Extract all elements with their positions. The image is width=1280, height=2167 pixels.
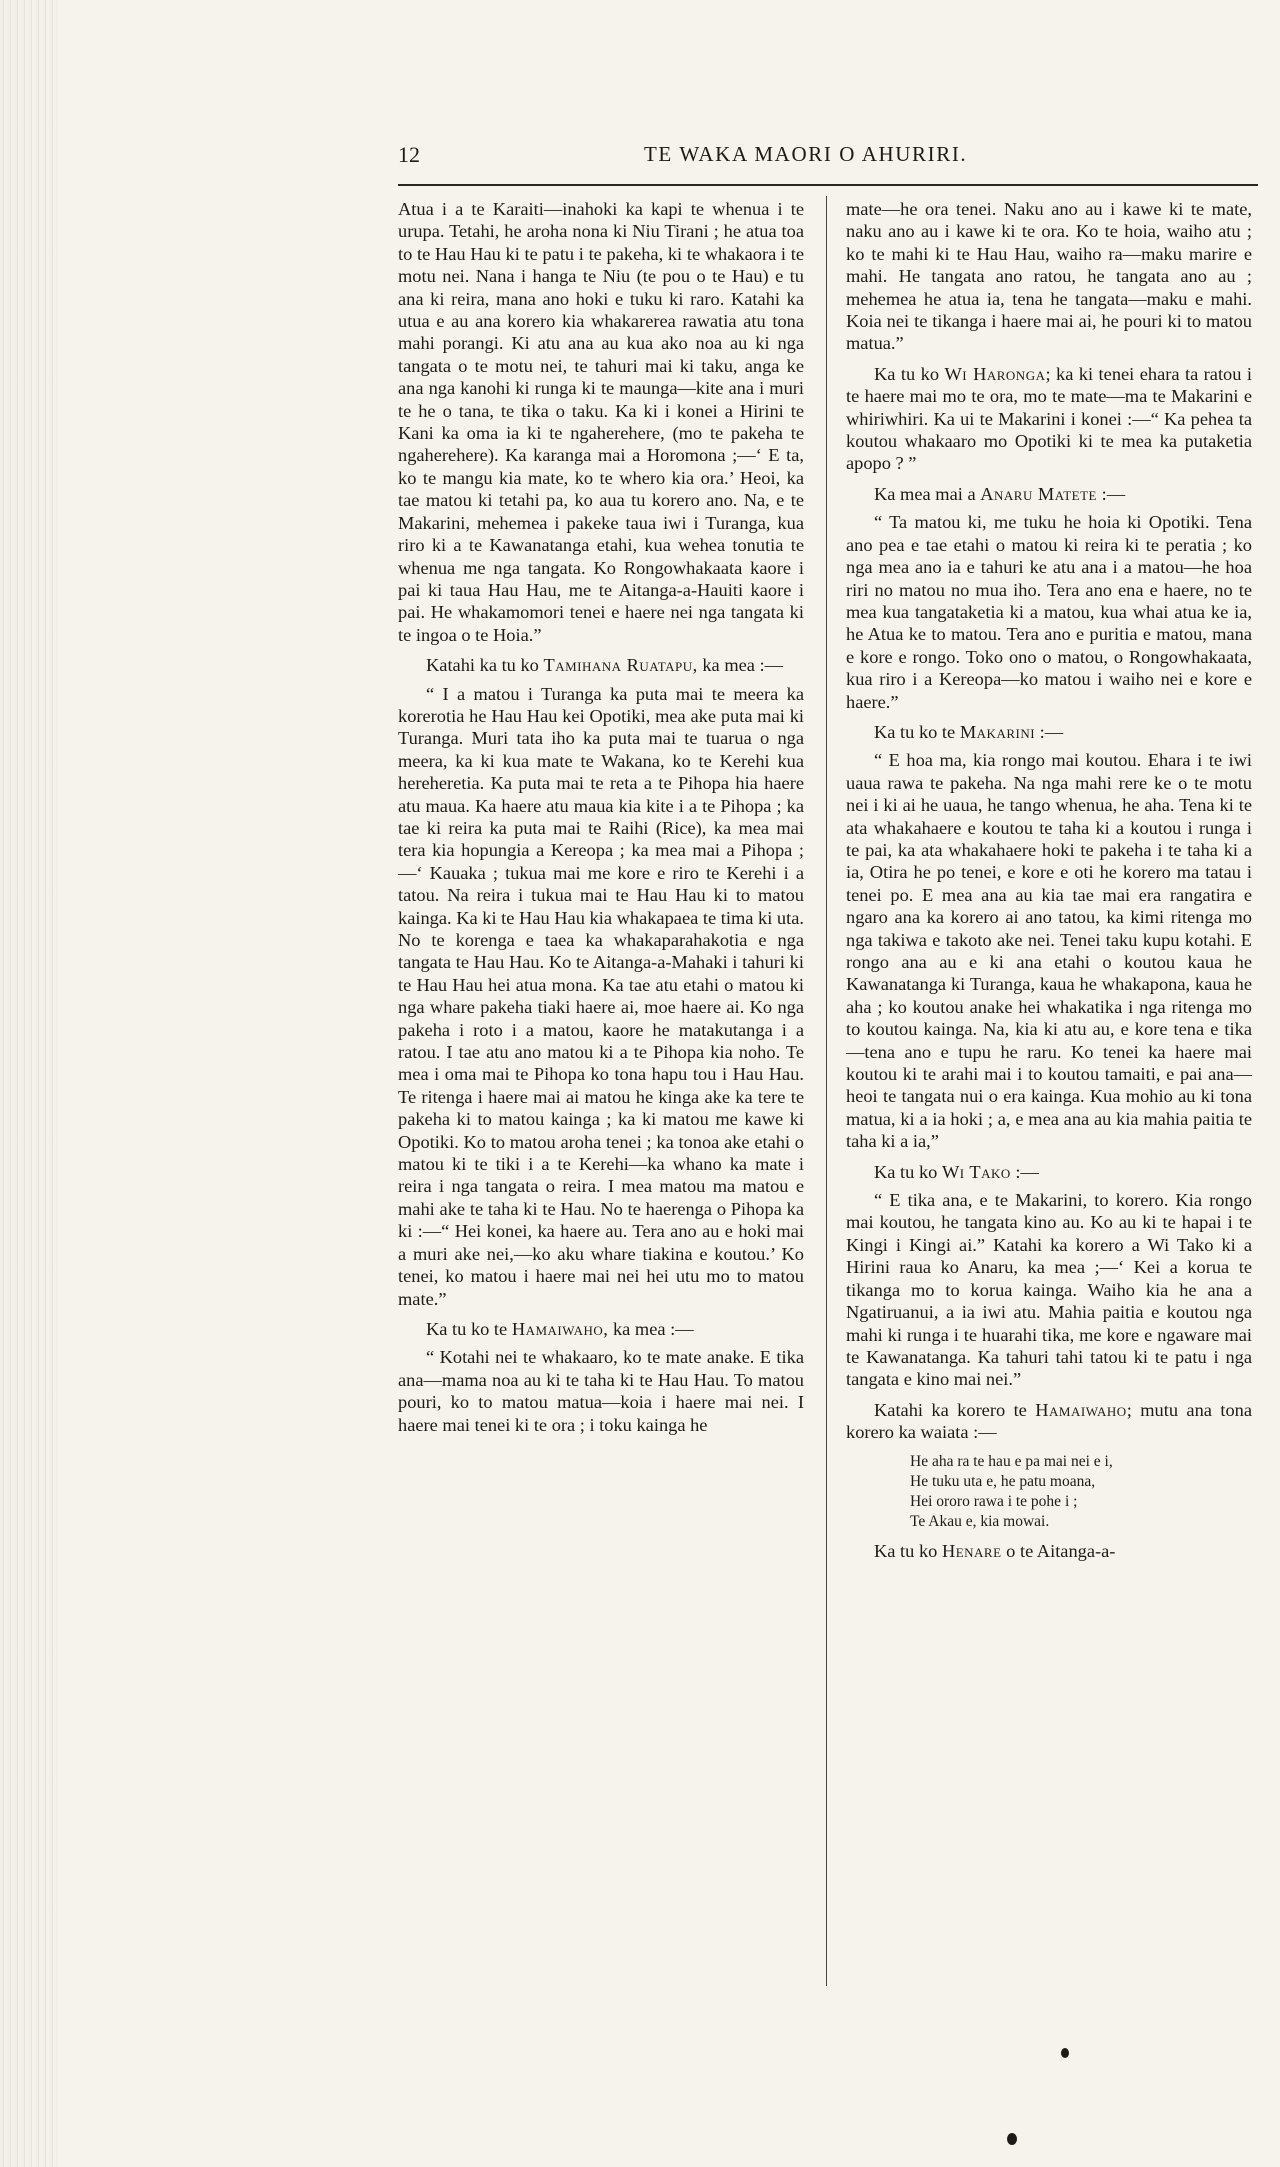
ink-speck — [1061, 2048, 1069, 2058]
paragraph: “ E tika ana, e te Makarini, to korero. Kia rongo mai koutou, he tangata kino au. Ko au ki te hapai i te Kingi i Kingi ai.” Katahi ka korero a Wi Tako ki a Hirini raua ko Anaru, ka mea ;—‘ Kei a korua te tikanga mo to korua kainga. Waiho kia he ana a Ngatiruanui, a ia iwi atu. Mahia paitia e koutou nga mahi ki runga i te huarahi tika, me kore e ngaware mai te Kawanatanga. Ka tahuri tahi tatou ki te patu i nga tangata e kino mai nei.” — [846, 1190, 1252, 1390]
ink-speck — [1007, 2133, 1017, 2145]
paragraph: “ Kotahi nei te whakaaro, ko te mate anake. E tika ana—mama noa au ki te taha ki te Hau Hau. To matou pouri, ko to matou matua—koia i haere mai nei. I haere mai tenei ki te ora ; i toku kainga he — [398, 1347, 804, 1435]
speaker-intro-tail: :— — [1035, 721, 1064, 742]
speaker-intro-lead: Ka tu ko — [874, 363, 945, 384]
song-line: Te Akau e, kia mowai. — [910, 1512, 1050, 1530]
speaker-intro — [846, 1540, 1252, 1562]
paragraph: “ E hoa ma, kia rongo mai koutou. Ehara i te iwi uaua rawa te pakeha. Na nga mahi rere ke o te motu nei i ki ai he uaua, he tango whenua, he aha. Tena ki te ata whakahaere e koutou te taha ki a koutou i runga i te pai, ka ata whakahaere hoki te pakeha i te taha ki a ia, Otira he po tenei, e kore e oti he korero ma tatau i tenei po. E mea ana au kia tae mai era rangatira e ngaro ana ka korero ai ano tatou, ka kimi ritenga mo nga takiwa e takoto ake nei. Tenei taku kupu kotahi. E rongo ana au e ki ana etahi o koutou kaua he Kawanatanga ki Turanga, kaua he whakapona, kaua he aha ; ko koutou anake hei whakatika i nga ritenga mo to koutou kainga. Na, kia ki atu au, e kore tena e tika—tena ano e tupu he raru. Ko tenei ka haere mai koutou ki te arahi mai i to koutou tamaiti, e pai ana—heoi te tangata nui o era kainga. Kua mohio au ki tona matua, ki a ia hoki ; a, e mea ana au kia mahia paitia te taha ki a ia,” — [846, 750, 1252, 1152]
speaker-name: Hamaiwaho — [1035, 1399, 1127, 1420]
speaker-name: Wi Tako — [941, 1161, 1011, 1182]
speaker-intro-tail: o te Aitanga-a- — [1001, 1540, 1116, 1561]
speaker-name: Hamaiwaho, — [511, 1318, 609, 1339]
speaker-intro-tail: :— — [1010, 1161, 1039, 1182]
speaker-intro-tail: :— — [1097, 483, 1126, 504]
speaker-intro-lead: Ka mea mai a — [874, 483, 981, 504]
speaker-intro-lead: Ka tu ko te — [426, 1318, 512, 1339]
speaker-name: Henare — [941, 1540, 1002, 1561]
speaker-intro-lead: Katahi ka tu ko — [426, 655, 544, 676]
speaker-intro — [398, 1318, 804, 1340]
speaker-name: Tamihana Ruatapu, — [543, 655, 698, 676]
speaker-intro — [846, 1399, 1252, 1444]
speaker-intro — [846, 1161, 1252, 1183]
speaker-intro-tail: ka mea :— — [612, 1318, 694, 1339]
song-line: Hei ororo rawa i te pohe i ; — [910, 1492, 1078, 1510]
left-column — [398, 198, 804, 1436]
speaker-intro-tail: ; mutu ana tona korero ka waiata :— — [846, 1399, 1252, 1443]
scan-binding-edge — [0, 0, 58, 2167]
paragraph: Atua i a te Karaiti—inahoki ka kapi te whenua i te urupa. Tetahi, he aroha nona ki Niu Tirani ; he atua toa to te Hau Hau ki te patu i te pakeha, ki te whakaora i te motu nei. Nana i hanga te Niu (te pou o te Hau) e tu ana ki reira, mana ano hoki e tuku ki raro. Katahi ka utua e au ana korero kia whakarerea rawatia atu tona mahi porangi. Ki atu ana au kua ako noa au ki nga tangata o te motu nei, te tahuri mai ki taku, anga ke ana nga kanohi ki runga ki te maunga—kite ana i muri te he o tana, te tika o taku. Ka ki i konei a Hirini te Kani ka oma ia ki te ngaherehere, (mo te pakeha te ngaherehere). Ka karanga mai a Horomona ;—‘ E ta, ko te mangu kia mate, ko te whero kia ora.’ Heoi, ka tae matou ki tetahi pa, ko aua tu korero ano. Na, e te Makarini, mehemea i pakeke taua iwi i Turanga, kua riro ki a te Kawanatanga etahi, kua wehea tonutia te whenua me nga tangata. Ko Rongowhakaata kaore i pai ki taua Hau Hau, me te Aitanga-a-Hauiti kaore i pai. He whakamomori tenei e haere nei nga tangata ki te ingoa o te Hoia.” — [398, 199, 804, 645]
speaker-intro — [846, 483, 1252, 505]
right-column — [846, 198, 1252, 1564]
speaker-intro-lead: Katahi ka korero te — [874, 1399, 1036, 1420]
speaker-intro — [398, 654, 804, 676]
column-divider — [826, 196, 827, 1986]
song-line: He aha ra te hau e pa mai nei e i, — [910, 1452, 1113, 1470]
speaker-intro-lead: Ka tu ko te — [874, 721, 960, 742]
speaker-intro-tail: ka mea :— — [702, 655, 784, 676]
speaker-intro-tail: ; ka ki tenei ehara ta ratou i te haere mai mo te ora, mo te mate—ma te Makarini e whiriwhiri. Ka ui te Makarini i konei :—“ Ka pehea ta koutou whakaaro mo Opotiki ki te mea ka putaketia apopo ? ” — [846, 363, 1252, 474]
paragraph: “ Ta matou ki, me tuku he hoia ki Opotiki. Tena ano pea e tae etahi o matou ki reira ki te peratia ; ko nga mea ano ia e tahuri ke atu ana i a matou—he hoa riri no matou no mua iho. Tera ano ena e haere, no te mea kua tangataketia ki a matou, kua whai atua ke ia, he Atua ke to matou. Tera ano e puritia e matou, mana e kore e rongo. Toko ono o matou, o Rongowhakaata, kua riro i a Kereopa—ko matou i waiho nei e kore e haere.” — [846, 512, 1252, 712]
page-header — [398, 138, 1258, 174]
speaker-intro — [846, 363, 1252, 475]
page-number: 12 — [398, 142, 420, 167]
speaker-intro-lead: Ka tu ko — [874, 1540, 942, 1561]
paragraph: “ I a matou i Turanga ka puta mai te meera ka korerotia he Hau Hau kei Opotiki, mea ake puta mai ki Turanga. Muri tata iho ka puta mai te tuarua o nga meera, ka ki kua mate te Wakana, ko te Kerehi kua hereheretia. Ka puta mai te reta a te Pihopa hia haere atu maua. Ka haere atu maua kia kite i a te Pihopa ; ka tae ki reira ka puta mai te Raihi (Rice), ka mea mai tera kia hopungia a Kereopa ; ka mea mai a Pihopa ;—‘ Kauaka ; tukua mai me kore e riro te Kerehi i a tatou. Na reira i tukua mai te Hau Hau ki to matou kainga. Ka ki te Hau Hau kia whakapaea te tima ki uta. No te korenga e taea ka whakaparahakotia e nga tangata te Hau Hau. Ko te Aitanga-a-Mahaki i tahuri ki te Hau Hau hei atua mona. Ka tae atu etahi o matou ki nga whare pakeha tiaki haere ai, moe haere ai. Ko nga pakeha i roto i a matou, kaore he matakutanga i a ratou. I tae atu ano matou ki a te Pihopa kia noho. Te mea i oma mai te Pihopa ko tona hapu tou i Hau Hau. Te ritenga i haere mai ai matou he kinga ake ka tere te pakeha ki to matou kainga ; ka ki matou me kawe ki Opotiki. Ko to matou aroha tenei ; ka tonoa ake etahi o matou ki te tiki i a te Kerehi—ka whano ka mate i reira i nga tangata o reira. I mea matou ma matou e mahi ake te taha ki te Hau. No te haerenga o Pihopa ka ki :—“ Hei konei, ka haere au. Tera ano au e hoki mai a muri ake nei,—ko aku whare tiakina e koutou.’ Ko tenei, ko matou i haere mai nei hei utu mo to matou mate.” — [398, 683, 804, 1309]
speaker-intro-lead: Ka tu ko — [874, 1161, 942, 1182]
speaker-name: Wi Haronga — [944, 363, 1046, 384]
song-line: He tuku uta e, he patu moana, — [910, 1472, 1096, 1490]
speaker-intro — [846, 721, 1252, 743]
header-rule — [398, 184, 1258, 186]
speaker-name: Anaru Matete — [980, 483, 1097, 504]
paragraph: mate—he ora tenei. Naku ano au i kawe ki te mate, naku ano au i kawe ki te ora. Ko te hoia, waiho atu ; ko te mahi ki te Hau Hau, waiho ra—maku marire e mahi. He tangata ano ratou, he tangata ano au ; mehemea he atua ia, tena he tangata—maku e mahi. Koia nei te tikanga i haere mai ai, he pouri ki to matou matua.” — [846, 199, 1252, 354]
song-verse — [910, 1452, 1252, 1532]
speaker-name: Makarini — [959, 721, 1036, 742]
running-title: TE WAKA MAORI O AHURIRI. — [644, 142, 968, 166]
